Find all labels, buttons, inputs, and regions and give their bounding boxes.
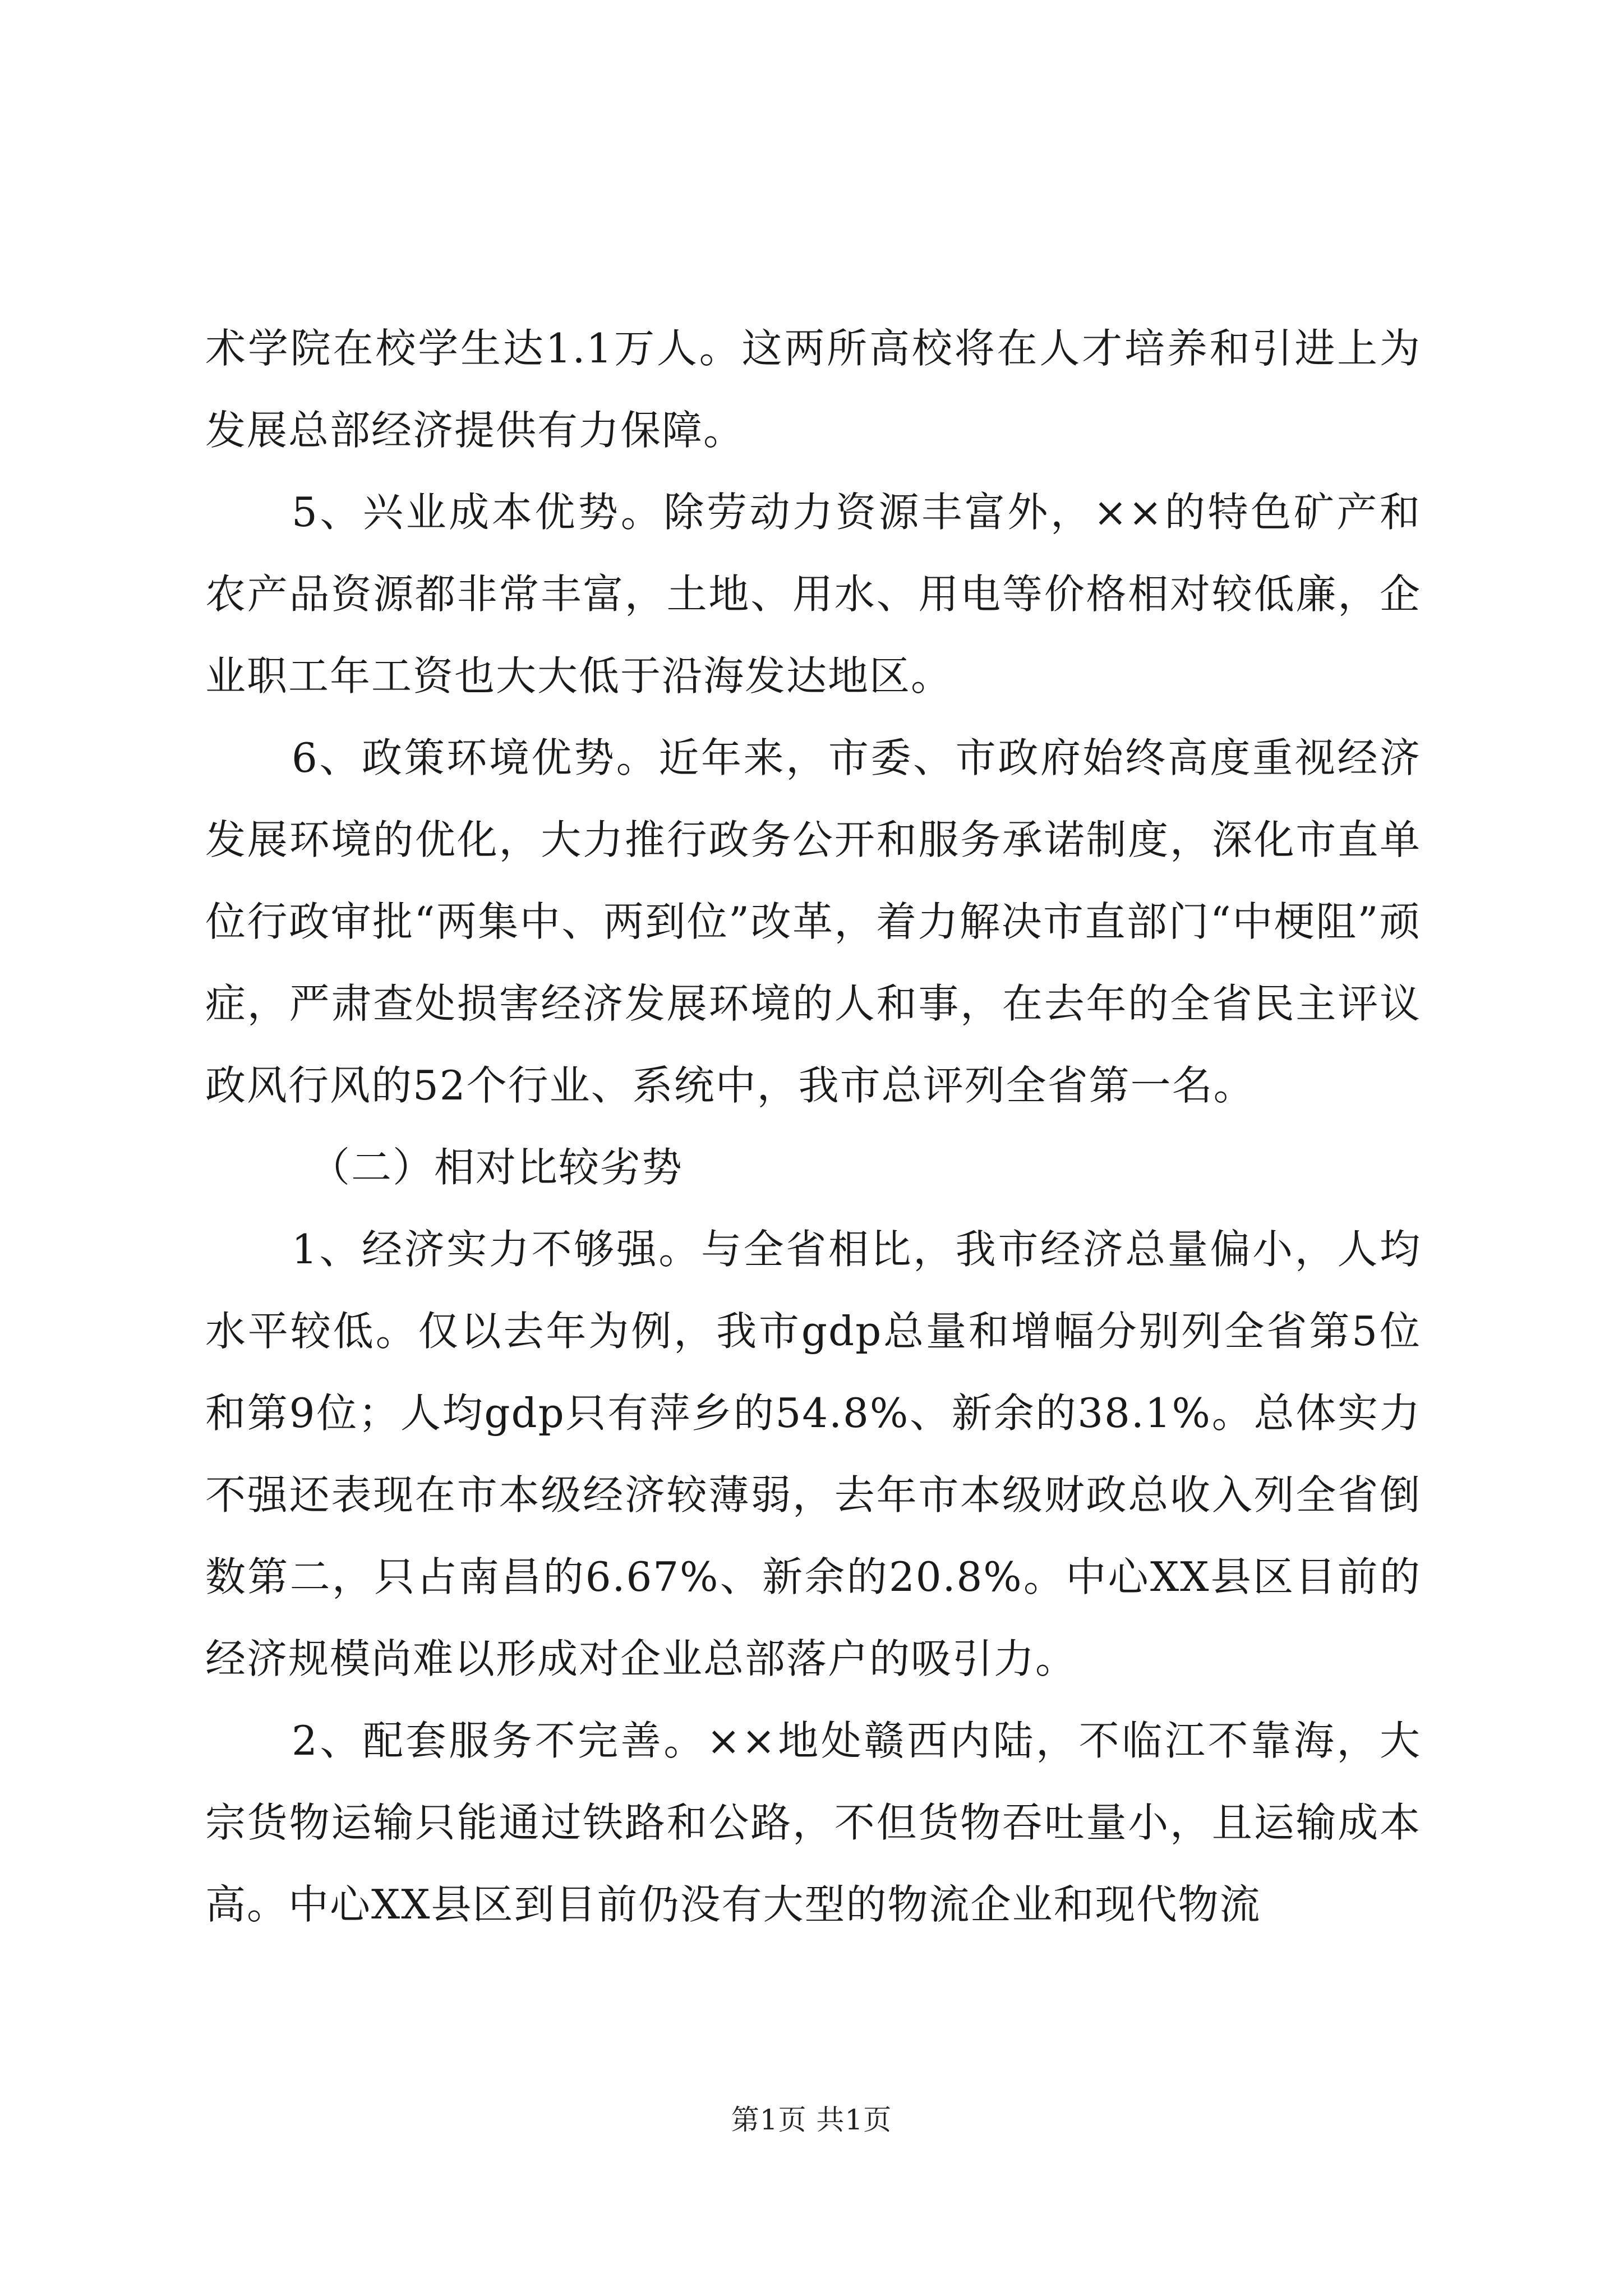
section-heading-disadvantages: （二）相对比较劣势 [310,1144,684,1191]
paragraph-continuation: 术学院在校学生达1.1万人。这两所高校将在人才培养和引进上为发展总部经济提供有力保障。 [205,325,1421,454]
paragraph-supporting-services: 2、配套服务不完善。××地处赣西内陆，不临江不靠海，大宗货物运输只能通过铁路和公路，不但货物吞吐量小，且运输成本高。中心XX县区到目前仍没有大型的物流企业和现代物流 [205,1717,1421,1928]
page-footer: 第1页 共1页 [731,2104,892,2136]
paragraph-economic-strength: 1、经济实力不够强。与全省相比，我市经济总量偏小，人均水平较低。仅以去年为例，我市gdp总量和增幅分别列全省第5位和第9位；人均gdp只有萍乡的54.8%、新余的38.1%。总体实力不强还表现在市本级经济较薄弱，去年市本级财政总收入列全省倒数第二，只占南昌的6.67%、新余的20.8%。中心XX县区目前的经济规模尚难以形成对企业总部落户的吸引力。 [205,1226,1421,1682]
paragraph-cost-advantage: 5、兴业成本优势。除劳动力资源丰富外，××的特色矿产和农产品资源都非常丰富，土地、用水、用电等价格相对较低廉，企业职工年工资也大大低于沿海发达地区。 [205,489,1421,700]
paragraph-policy-advantage: 6、政策环境优势。近年来，市委、市政府始终高度重视经济发展环境的优化，大力推行政务公开和服务承诺制度，深化市直单位行政审批“两集中、两到位”改革，着力解决市直部门“中梗阻”顽症，严肃查处损害经济发展环境的人和事，在去年的全省民主评议政风行风的52个行业、系统中，我市总评列全省第一名。 [205,734,1421,1109]
document-body [205,307,1421,1945]
